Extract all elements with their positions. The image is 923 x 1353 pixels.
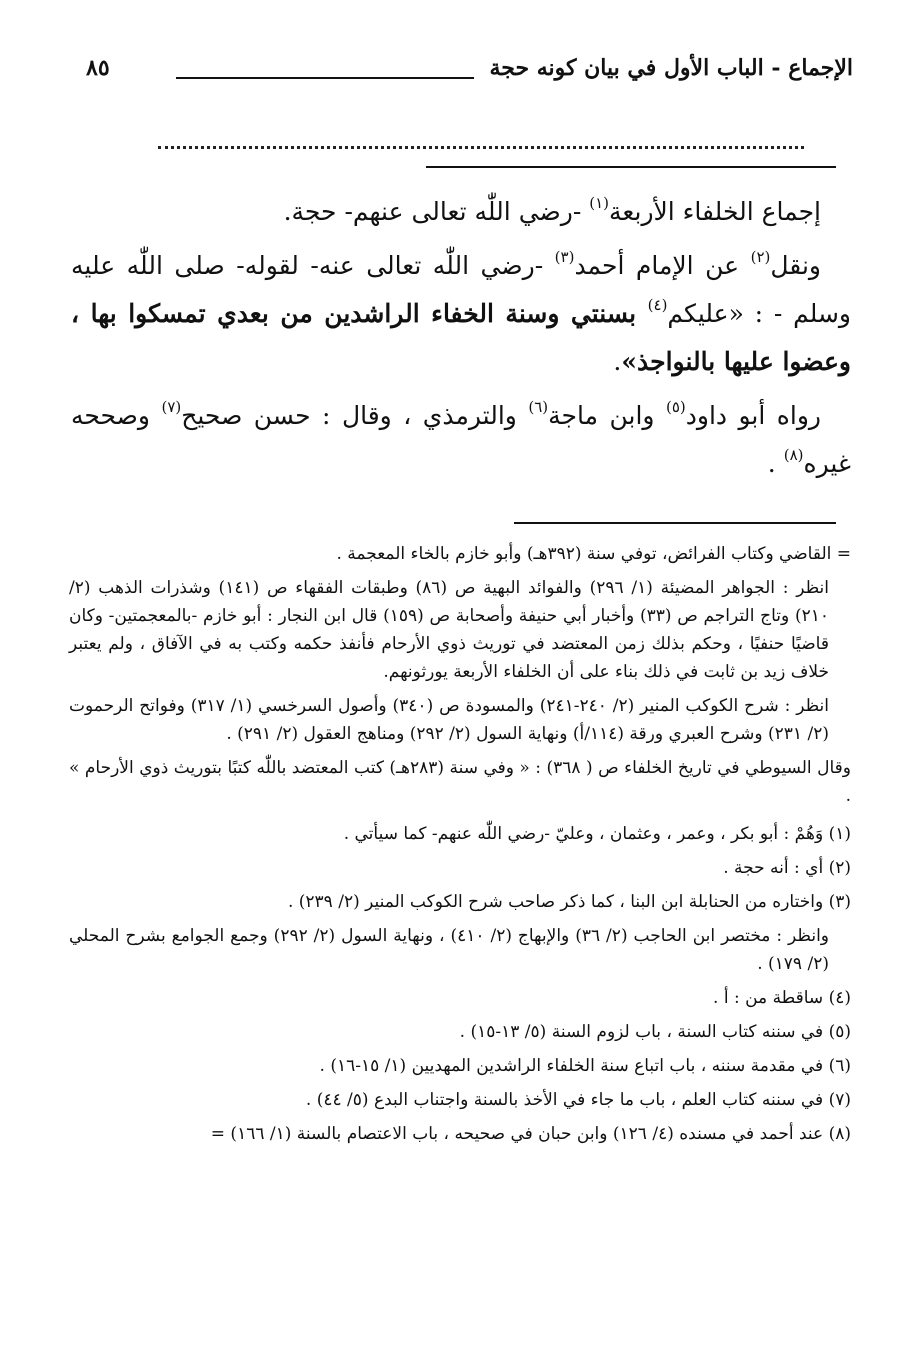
footnote-5: (٥) في سننه كتاب السنة ، باب لزوم السنة (٥/ ١٣-١٥) . <box>459 1022 851 1042</box>
text-span: عن الإمام أحمد <box>574 251 751 280</box>
footnote-continuation: وقال السيوطي في تاريخ الخلفاء ص ( ٣٦٨) : « وفي سنة (٢٨٣هـ) كتب المعتضد باللّٰه كتبًا بتوريث ذوي الأرحام » . <box>69 758 851 806</box>
text-span: والترمذي ، وقال : حسن صحيح <box>181 401 529 430</box>
footnote-2: (٢) أي : أنه حجة . <box>723 858 851 878</box>
footnote-3: (٣) واختاره من الحنابلة ابن البنا ، كما ذكر صاحب شرح الكوكب المنير (٢/ ٢٣٩) . <box>287 892 851 912</box>
hadith-quote: بسنتي وسنة الخفاء الراشدين من بعدي تمسكوا بها ، وعضوا عليها بالنواجذ» <box>71 299 851 376</box>
footnote-3-refs: وانظر : مختصر ابن الحاجب (٢/ ٣٦) والإبهاج (٢/ ٤١٠) ، ونهاية السول (٢/ ٢٩٢) وجمع الجوامع بشرح المحلي (٢/ ١٧٩) . <box>69 926 830 974</box>
text-span: . <box>613 347 622 376</box>
main-body <box>71 188 851 494</box>
text-span: -رضي اللّٰه تعالى عنه- لقوله- صلى اللّٰه عليه وسلم - : «عليكم <box>71 251 852 328</box>
footnotes <box>69 540 851 1154</box>
footnote-continuation: انظر : شرح الكوكب المنير (٢/ ٢٤٠-٢٤١) والمسودة ص (٣٤٠) وأصول السرخسي (١/ ٣١٧) وفواتح الرحموت (٢/ ٢٣١) وشرح العبري ورقة (١١٤/أ) ونهاية السول (٢/ ٢٩٢) ومناهج العقول (٢/ ٢٩١) . <box>69 696 829 744</box>
text-span: -رضي اللّٰه تعالى عنهم- حجة. <box>283 197 590 226</box>
body-paragraph-2 <box>71 242 851 386</box>
footnote-7: (٧) في سننه كتاب العلم ، باب ما جاء في الأخذ بالسنة واجتناب البدع (٥/ ٤٤) . <box>305 1090 851 1110</box>
text-span: وصححه غيره <box>71 401 851 478</box>
chapter-title: الإجماع - الباب الأول في بيان كونه حجة <box>489 55 853 81</box>
footnotes-rule <box>514 522 836 524</box>
text-span: إجماع الخلفاء الأربعة <box>609 197 821 226</box>
footnote-8: (٨) عند أحمد في مسنده (٤/ ١٢٦) وابن حبان في صحيحه ، باب الاعتصام بالسنة (١/ ١٦٦) = <box>210 1124 851 1144</box>
body-paragraph-1 <box>71 188 851 236</box>
footnote-ref[interactable]: (٦) <box>528 398 549 416</box>
footnote-continuation: انظر : الجواهر المضيئة (١/ ٢٩٦) والفوائد البهية ص (٨٦) وطبقات الفقهاء ص (١٤١) وشذرات الذهب (٢/ ٢١٠) وتاج التراجم ص (٣٣) وأخبار أبي حنيفة وأصحابة ص (١٥٩) قال ابن النجار : أبو خازم -بالمعجمتين- وكان قاضيًا حنفيًا ، وحكم بذلك زمن المعتضد في توريث ذوي الأرحام فأنفذ حكمه وكتب به في الآفاق ، ولم يعتبر خلاف زيد بن ثابت في ذلك بناء على أن الخلفاء الأربعة يورثونهم. <box>69 578 829 682</box>
text-span: . <box>767 449 784 478</box>
footnote-ref[interactable]: (١) <box>589 194 610 212</box>
footnote-4: (٤) ساقطة من : أ . <box>713 988 851 1008</box>
text-span: وابن ماجة <box>548 401 666 430</box>
footnote-ref[interactable]: (٤) <box>647 296 668 314</box>
text-span: رواه أبو داود <box>685 401 821 430</box>
footnote-1: (١) وَهُمْ : أبو بكر ، وعمر ، وعثمان ، وعليّ -رضي اللّٰه عنهم- كما سيأتي . <box>343 824 851 844</box>
section-rule <box>426 166 836 168</box>
footnote-ref[interactable]: (٣) <box>554 248 575 266</box>
footnote-ref[interactable]: (٧) <box>161 398 182 416</box>
dotted-separator <box>158 146 804 149</box>
footnote-continuation: = القاضي وكتاب الفرائض، توفي سنة (٣٩٢هـ) وأبو خازم بالخاء المعجمة . <box>336 544 851 564</box>
header-rule <box>176 77 474 79</box>
footnote-6: (٦) في مقدمة سننه ، باب اتباع سنة الخلفاء الراشدين المهديين (١/ ١٥-١٦) . <box>319 1056 851 1076</box>
footnote-ref[interactable]: (٨) <box>783 446 804 464</box>
text-span: ونقل <box>770 251 821 280</box>
running-header <box>86 55 853 95</box>
body-paragraph-3 <box>71 392 851 488</box>
footnote-ref[interactable]: (٥) <box>665 398 686 416</box>
footnote-ref[interactable]: (٢) <box>750 248 771 266</box>
page-number: ٨٥ <box>86 55 110 81</box>
